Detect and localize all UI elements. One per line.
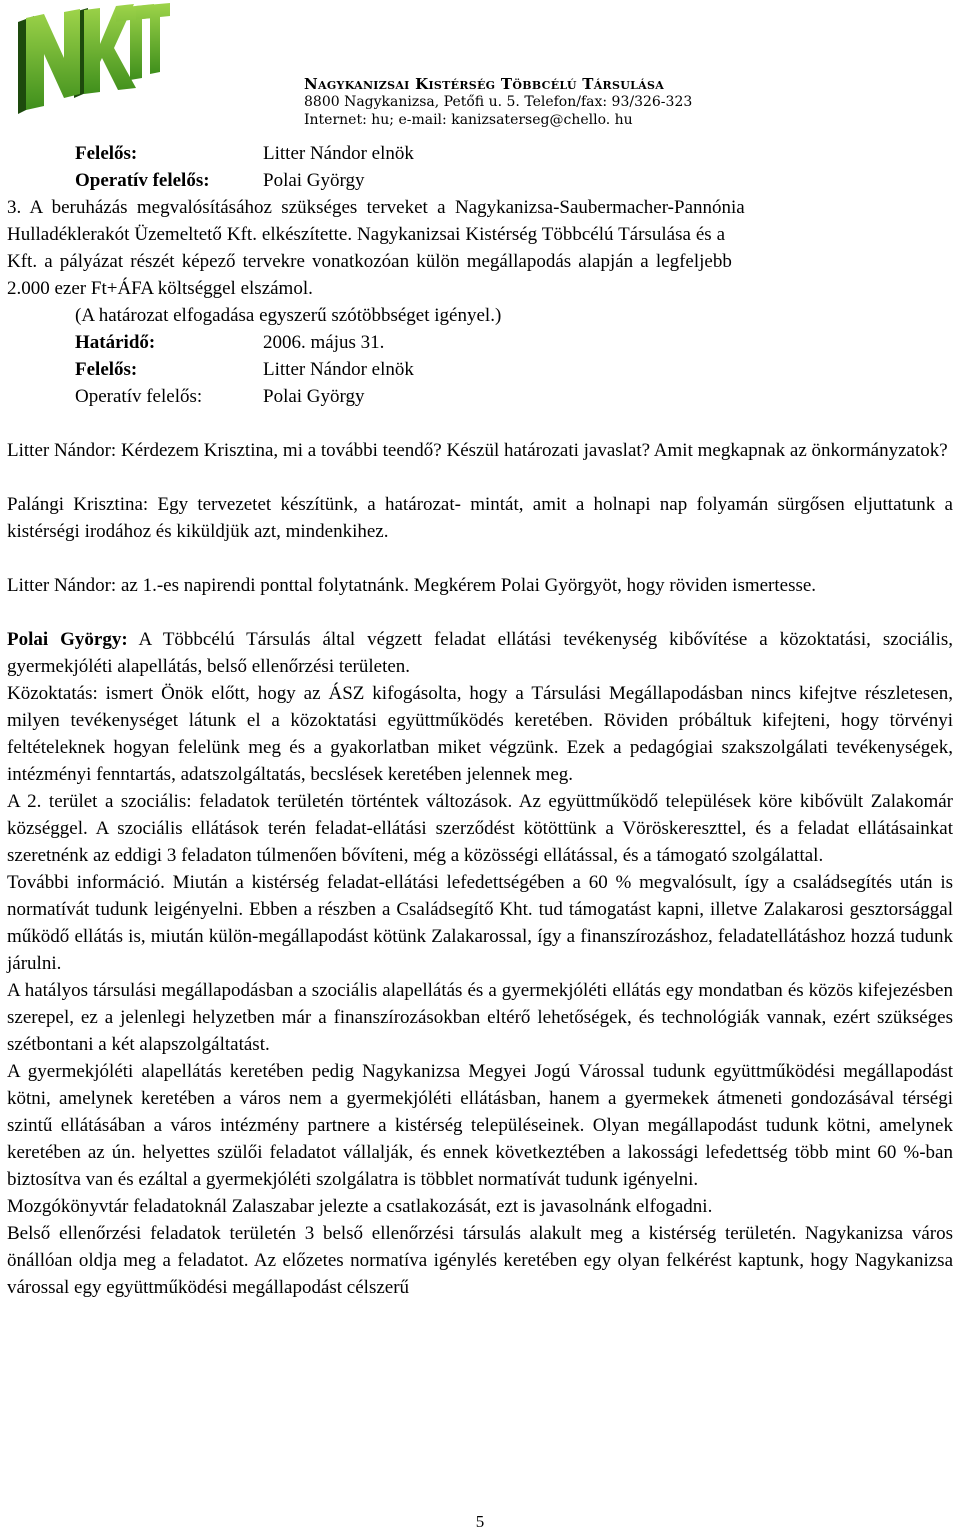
item-3-line: 2.000 ezer Ft+ÁFA költséggel elszámol.: [7, 278, 313, 299]
item-3-line: 3. A beruházás megvalósításához szükséges terveket a Nagykanizsa-Saubermacher-Pannónia: [7, 197, 745, 218]
org-internet: Internet: hu; e-mail: kanizsaterseg@chello. hu: [304, 112, 633, 128]
hatarido-row: [7, 329, 953, 356]
letterhead: [304, 76, 804, 129]
org-address: 8800 Nagykanizsa, Petőfi u. 5. Telefon/fax: 93/326-323: [304, 94, 693, 110]
paragraph-litter-1: Litter Nándor: Kérdezem Krisztina, mi a további teendő? Készül határozati javaslat? Amit megkapnak az önkormányzatok?: [7, 440, 948, 461]
paragraph-gyermekjoleti: A gyermekjóléti alapellátás keretében pedig Nagykanizsa Megyei Jogú Várossal tudunk együttműködési megállapodást kötni, amelynek keretében a város nem a gyermekjóléti ellátásban, hanem a gyermekek átmeneti gondozásával térségi szintű ellátásában a város intézmény partnere a kistérség településeinek. Olyan megállapodást tudunk kötni, amelynek keretében az ún. helyettes szülői feladatot vállalják, és ennek következtében a lakossági lefedettség több mint 60 %-ban biztosítva van és ezáltal a gyermekjóléti szolgálatra is többlet normatívát tudunk igényelni.: [7, 1061, 953, 1190]
speaker-name: Polai György:: [7, 629, 128, 650]
org-name: Nagykanizsai Kistérség Többcélú Társulása: [304, 75, 665, 93]
operativ-label: Operatív felelős:: [75, 170, 210, 191]
item-3: [7, 194, 953, 329]
paragraph-litter-2: Litter Nándor: az 1.-es napirendi ponttal folytatnánk. Megkérem Polai Györgyöt, hogy röviden ismertesse.: [7, 575, 817, 596]
item-3-line: Hulladéklerakót Üzemeltető Kft. elkészítette. Nagykanizsai Kistérség Többcélú Társulása és a: [7, 224, 726, 245]
paragraph-tarsulasi-megallapodas: A hatályos társulási megállapodásban a szociális alapellátás és a gyermekjóléti ellátás egy mondatban és közös kifejezésben szerepel, ez a jelenlegi helyzetben már a finanszírozásokban eltérő lehetőségek, és technológiák vannak, ezért szükséges szétbontani a két alapszolgáltatást.: [7, 980, 953, 1055]
operativ-row-2: [7, 383, 953, 410]
paragraph-polai-intro: [7, 626, 953, 680]
felelos-row-1: [7, 140, 953, 167]
felelos-row-2: [7, 356, 953, 383]
operativ-label: Operatív felelős:: [75, 386, 203, 407]
operativ-row-1: [7, 167, 953, 194]
hatarido-label: Határidő:: [75, 332, 156, 353]
paragraph-kozoktatas: Közoktatás: ismert Önök előtt, hogy az ÁSZ kifogásolta, hogy a Társulási Megállapodásban nincs kifejtve részletesen, milyen tevékenységet látunk el a közoktatási együttműködés keretében. Röviden próbáltuk kifejteni, hogy törvényi feltételeknek hogyan felelünk meg és a gyakorlatban miket végzünk. Ezek a pedagógiai szakszolgálati tevékenységek, intézményi fenntartás, adatszolgáltatás, becslések keretében jelennek meg.: [7, 683, 953, 785]
paragraph-palangi: Palángi Krisztina: Egy tervezetet készítünk, a határozat- mintát, amit a holnapi nap folyamán sürgősen eljuttatunk a kistérségi irodához és kiküldjük azt, mindenkihez.: [7, 494, 953, 542]
page-number: 5: [475, 1512, 485, 1531]
felelos-value: Litter Nándor elnök: [263, 143, 414, 164]
paragraph-szocialis: A 2. terület a szociális: feladatok területén történtek változások. Az együttműködő települések köre kibővült Zalakomár községgel. A szociális ellátások terén feladat-ellátási szerződést kötöttünk a Vöröskereszttel, és a feladat ellátásainkat szeretnénk az eddigi 3 feladaton túlmenően bővíteni, még a közösségi ellátással, és a támogató szolgálattal.: [7, 791, 953, 866]
hatarido-value: 2006. május 31.: [263, 332, 385, 353]
felelos-value: Litter Nándor elnök: [263, 359, 414, 380]
nktt-logo: [4, 2, 172, 118]
felelos-label: Felelős:: [75, 143, 138, 164]
felelos-label: Felelős:: [75, 359, 138, 380]
item-3-line: Kft. a pályázat részét képező tervekre vonatkozóan külön megállapodás alapján a legfeljebb: [7, 251, 732, 272]
item-3-note: (A határozat elfogadása egyszerű szótöbbséget igényel.): [75, 305, 502, 326]
document-body: [7, 140, 953, 1301]
paragraph-tovabbi-info: További információ. Miután a kistérség feladat-ellátási lefedettségében a 60 % megvalósult, így a családsegítés után is normatívát tudunk leigényelni. Ebben a részben a Családsegítő Kht. tud támogatást kapni, illetve Zalakarosi gesztorsággal működő ellátás is, miután külön-megállapodást kötünk Zalakarossal, így a finanszírozáshoz, feladatellátáshoz hozzá tudunk járulni.: [7, 872, 953, 974]
paragraph-belso-ellenorzes: Belső ellenőrzési feladatok területén 3 belső ellenőrzési társulás alakult meg a kistérség területén. Nagykanizsa város önállóan oldja meg a feladatot. Az előzetes normatíva igénylés keretében egy olyan felkérést kaptunk, hogy Nagykanizsa várossal egy együttműködési megállapodást célszerű: [7, 1223, 953, 1298]
paragraph-text: A Többcélú Társulás által végzett feladat ellátási tevékenység kibővítése a közoktatási, szociális, gyermekjóléti alapellátás, belső ellenőrzési területen.: [7, 629, 954, 677]
paragraph-mozgokonyvtar: Mozgókönyvtár feladatoknál Zalaszabar jelezte a csatlakozását, ezt is javasolnánk elfogadni.: [7, 1196, 713, 1217]
operativ-value: Polai György: [263, 386, 365, 407]
operativ-value: Polai György: [263, 170, 365, 191]
